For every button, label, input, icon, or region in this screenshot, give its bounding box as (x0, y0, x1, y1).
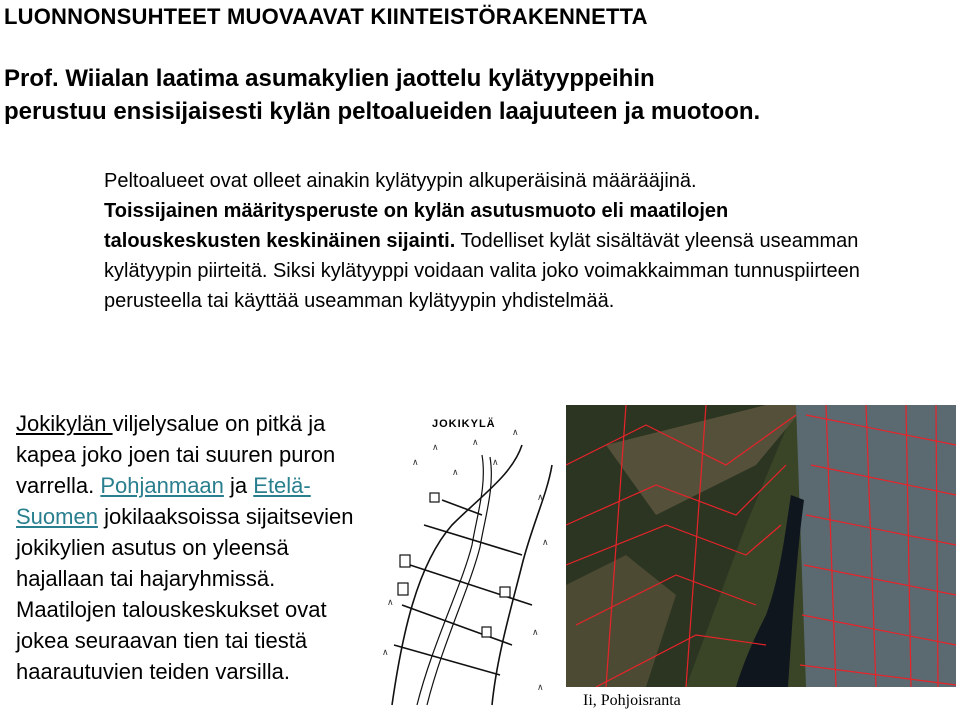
svg-text:∧: ∧ (537, 493, 544, 503)
desc-part-3: jokilaaksoissa sijaitsevien jokikylien asutus on yleensä hajallaan tai hajaryhmissä. Maatilojen talouskeskukset ovat jokea seuraavan tien tai tiestä haarautuvien teiden varsilla. (16, 504, 354, 684)
desc-part-2: ja (223, 473, 254, 498)
farmstead-markers (398, 493, 510, 637)
sketch-label: JOKIKYLÄ (432, 418, 496, 430)
svg-text:∧: ∧ (432, 443, 439, 453)
link-pohjanmaan[interactable]: Pohjanmaan (100, 473, 224, 498)
jokikyla-description (16, 408, 376, 687)
aerial-photo-map (566, 405, 956, 687)
body-paragraph (104, 166, 884, 316)
svg-text:∧: ∧ (512, 428, 519, 438)
desc-part-1: viljelysalue on pitkä ja kapea joko joen tai suuren puron varrella. (16, 411, 336, 498)
sentence-3: Todelliset kylät sisältävät yleensä useamman kylätyypin piirteitä. Siksi kylätyyppi voidaan valita joko voimakkaimman tunnuspiirteen perusteella tai käyttää useamman kylätyypin yhdistelmää. (104, 230, 860, 312)
svg-text:∧: ∧ (532, 628, 539, 638)
svg-text:∧: ∧ (537, 683, 544, 693)
term-jokikyla: Jokikylän (16, 411, 113, 436)
jokikyla-sketch-map (372, 405, 562, 715)
svg-text:∧: ∧ (452, 468, 459, 478)
svg-text:∧: ∧ (387, 598, 394, 608)
sentence-2: Toissijainen määritysperuste on kylän asutusmuoto eli maatilojen talouskeskusten keskinäinen sijainti. (104, 200, 729, 252)
sketch-lines (392, 445, 552, 705)
lead-line-1: Prof. Wiialan laatima asumakylien jaottelu kylätyyppeihin (4, 65, 655, 92)
link-etela-suomen[interactable]: Etelä-Suomen (16, 473, 311, 529)
page-title: LUONNONSUHTEET MUOVAAVAT KIINTEISTÖRAKENNETTA (4, 4, 648, 29)
svg-text:∧: ∧ (542, 538, 549, 548)
sentence-1: Peltoalueet ovat olleet ainakin kylätyypin alkuperäisinä määrääjinä. (104, 170, 697, 192)
lead-text (4, 62, 904, 128)
svg-text:∧: ∧ (472, 438, 479, 448)
svg-text:∧: ∧ (412, 458, 419, 468)
lead-line-2: perustuu ensisijaisesti kylän peltoalueiden laajuuteen ja muotoon. (4, 98, 761, 125)
svg-text:∧: ∧ (382, 648, 389, 658)
photo-caption: Ii, Pohjoisranta (583, 692, 681, 709)
svg-text:∧: ∧ (492, 458, 499, 468)
